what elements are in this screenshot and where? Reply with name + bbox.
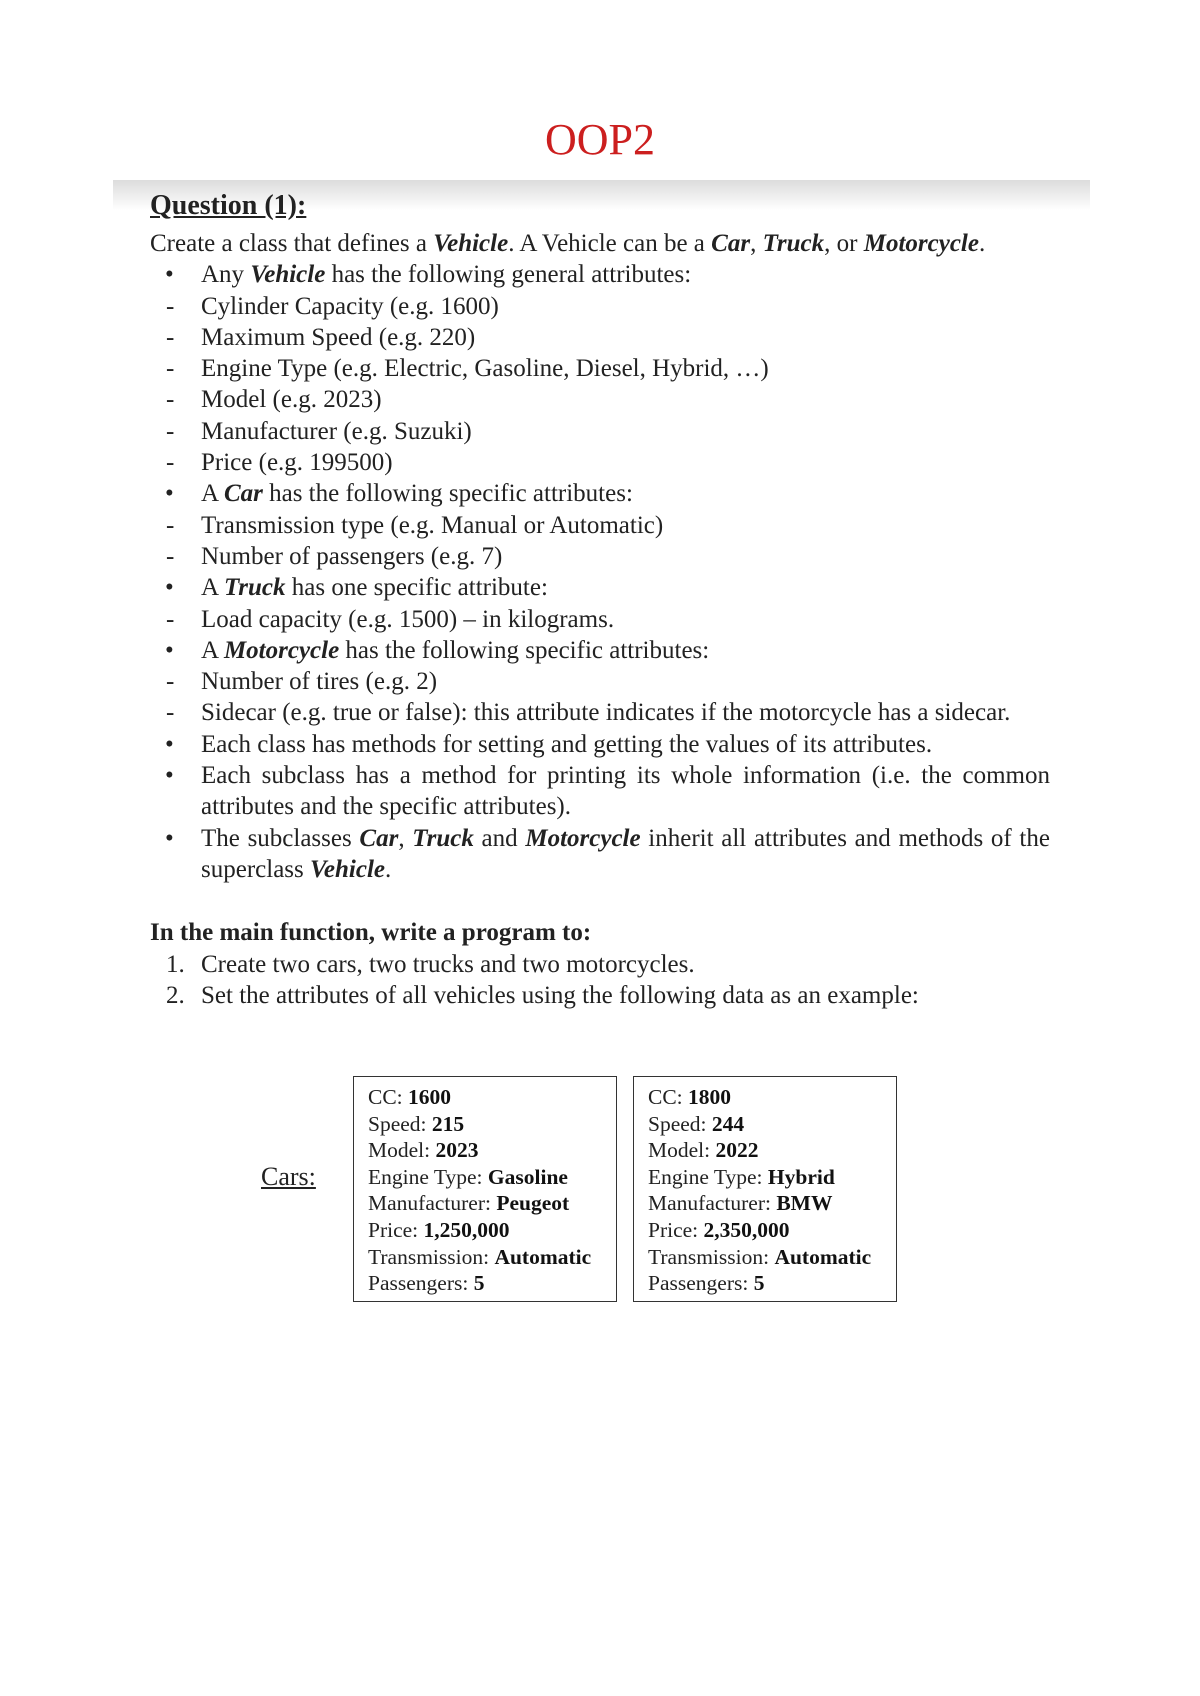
field-value: 5 (473, 1271, 485, 1296)
field-value: 1,250,000 (423, 1217, 510, 1242)
field-label: CC: (648, 1085, 689, 1109)
bullet-text: has the following specific attributes: (262, 480, 633, 508)
cc-row (648, 1084, 896, 1111)
intro-text: . (978, 230, 986, 257)
cc-row (368, 1084, 616, 1111)
field-label: Passengers: (368, 1271, 474, 1296)
field-label: Price: (368, 1217, 424, 1242)
car-attributes (201, 510, 1050, 573)
bullet-text: and (473, 824, 526, 852)
list-item: - Maximum Speed (e.g. 220) (166, 322, 1050, 353)
intro-truck: Truck (762, 230, 825, 257)
question-content (150, 186, 1050, 1011)
price-row (648, 1217, 896, 1244)
list-item: - Number of tires (e.g. 2) (166, 666, 1050, 697)
list-item: - Engine Type (e.g. Electric, Gasoline, Diesel, Hybrid, …) (166, 353, 1050, 384)
step-text: Set the attributes of all vehicles using the following data as an example: (201, 981, 919, 1009)
intro-text: , (750, 230, 763, 257)
passengers-row (648, 1270, 896, 1297)
bullet-text: . (385, 855, 392, 883)
bullet-text: Any (201, 261, 251, 289)
intro-text: Create a class that defines a (150, 230, 434, 257)
list-item: - Number of passengers (e.g. 7) (166, 541, 1050, 572)
speed-row (648, 1111, 896, 1138)
requirements-list (150, 259, 1050, 885)
price-row (368, 1217, 616, 1244)
cars-label: Cars: (261, 1162, 316, 1191)
list-item: - Manufacturer (e.g. Suzuki) (166, 416, 1050, 447)
list-item: - Price (e.g. 199500) (166, 447, 1050, 478)
speed-row (368, 1111, 616, 1138)
step-text: Create two cars, two trucks and two motorcycles. (201, 950, 695, 978)
bullet-text: A (201, 574, 224, 602)
bullet-text: A (201, 636, 224, 664)
field-label: Manufacturer: (368, 1191, 497, 1216)
field-value: Peugeot (496, 1191, 570, 1216)
intro-text: . A Vehicle can be a (508, 230, 712, 257)
list-item: - Cylinder Capacity (e.g. 1600) (166, 291, 1050, 322)
bullet-class-name: Truck (412, 824, 474, 852)
bullet-text: The subclasses (201, 824, 360, 852)
field-label: Transmission: (648, 1244, 775, 1269)
bullet-print: • Each subclass has a method for printing its whole information (i.e. the common attributes and the specific attributes). (150, 760, 1050, 823)
intro-text: , or (824, 230, 864, 257)
bullet-truck (150, 572, 1050, 635)
engine-row (368, 1164, 616, 1191)
bullet-inherit (150, 823, 1050, 886)
main-heading: In the main function, write a program to: (150, 919, 592, 947)
field-label: Model: (368, 1138, 436, 1163)
model-row (368, 1137, 616, 1164)
intro-car: Car (711, 230, 751, 257)
intro-vehicle: Vehicle (433, 230, 509, 257)
list-item: - Model (e.g. 2023) (166, 384, 1050, 415)
field-value: 2022 (715, 1138, 759, 1163)
vehicle-attributes (201, 291, 1050, 479)
bullet-text: has the following general attributes: (325, 261, 692, 289)
field-label: Passengers: (648, 1271, 754, 1296)
car-data-box-2 (633, 1076, 897, 1302)
field-value: Automatic (774, 1244, 872, 1269)
step-number: 1. (166, 950, 185, 978)
question-heading: Question (1): (150, 190, 307, 221)
field-value: 1800 (688, 1085, 732, 1109)
bullet-text: , (398, 824, 413, 852)
field-label: Speed: (648, 1111, 712, 1136)
bullet-text: has the following specific attributes: (339, 636, 710, 664)
bullet-methods: • Each class has methods for setting and getting the values of its attributes. (150, 729, 1050, 760)
field-value: Hybrid (767, 1164, 835, 1189)
page-title: OOP2 (544, 115, 656, 164)
motorcycle-attributes (201, 666, 1050, 729)
steps-list (150, 949, 1050, 1012)
field-label: Engine Type: (368, 1164, 488, 1189)
bullet-class-name: Car (359, 824, 399, 852)
list-item: - Sidecar (e.g. true or false): this attribute indicates if the motorcycle has a sidecar. (166, 697, 1050, 728)
intro-motorcycle: Motorcycle (863, 230, 979, 257)
bullet-text: inherit all attributes and methods of the superclass (201, 824, 1050, 883)
bullet-vehicle (150, 259, 1050, 478)
field-value: 1600 (408, 1085, 452, 1109)
field-value: 2,350,000 (703, 1217, 790, 1242)
bullet-class-name: Vehicle (310, 855, 385, 883)
model-row (648, 1137, 896, 1164)
field-label: Engine Type: (648, 1164, 768, 1189)
transmission-row (648, 1244, 896, 1271)
bullet-text: A (201, 480, 224, 508)
bullet-motorcycle (150, 635, 1050, 729)
field-label: Price: (648, 1217, 704, 1242)
list-item: - Load capacity (e.g. 1500) – in kilograms. (166, 604, 1050, 635)
field-label: Transmission: (368, 1244, 495, 1269)
bullet-class-name: Vehicle (250, 261, 326, 289)
field-value: 244 (711, 1111, 745, 1136)
list-item (150, 949, 1050, 980)
field-label: Speed: (368, 1111, 432, 1136)
field-value: 215 (431, 1111, 465, 1136)
transmission-row (368, 1244, 616, 1271)
passengers-row (368, 1270, 616, 1297)
field-value: BMW (776, 1191, 833, 1216)
field-label: CC: (368, 1085, 409, 1109)
bullet-class-name: Motorcycle (525, 824, 641, 852)
field-value: Gasoline (487, 1164, 568, 1189)
bullet-class-name: Car (223, 480, 263, 508)
manufacturer-row (368, 1190, 616, 1217)
list-item (150, 980, 1050, 1011)
car-data-box-1 (353, 1076, 617, 1302)
truck-attributes (201, 604, 1050, 635)
field-value: 2023 (435, 1138, 479, 1163)
list-item: - Transmission type (e.g. Manual or Automatic) (166, 510, 1050, 541)
bullet-text: has one specific attribute: (285, 574, 548, 602)
field-value: Automatic (494, 1244, 592, 1269)
engine-row (648, 1164, 896, 1191)
bullet-car (150, 478, 1050, 572)
question-intro (150, 228, 1050, 259)
field-label: Model: (648, 1138, 716, 1163)
bullet-class-name: Truck (223, 574, 286, 602)
step-number: 2. (166, 981, 185, 1009)
manufacturer-row (648, 1190, 896, 1217)
field-value: 5 (753, 1271, 765, 1296)
bullet-class-name: Motorcycle (223, 636, 340, 664)
field-label: Manufacturer: (648, 1191, 777, 1216)
